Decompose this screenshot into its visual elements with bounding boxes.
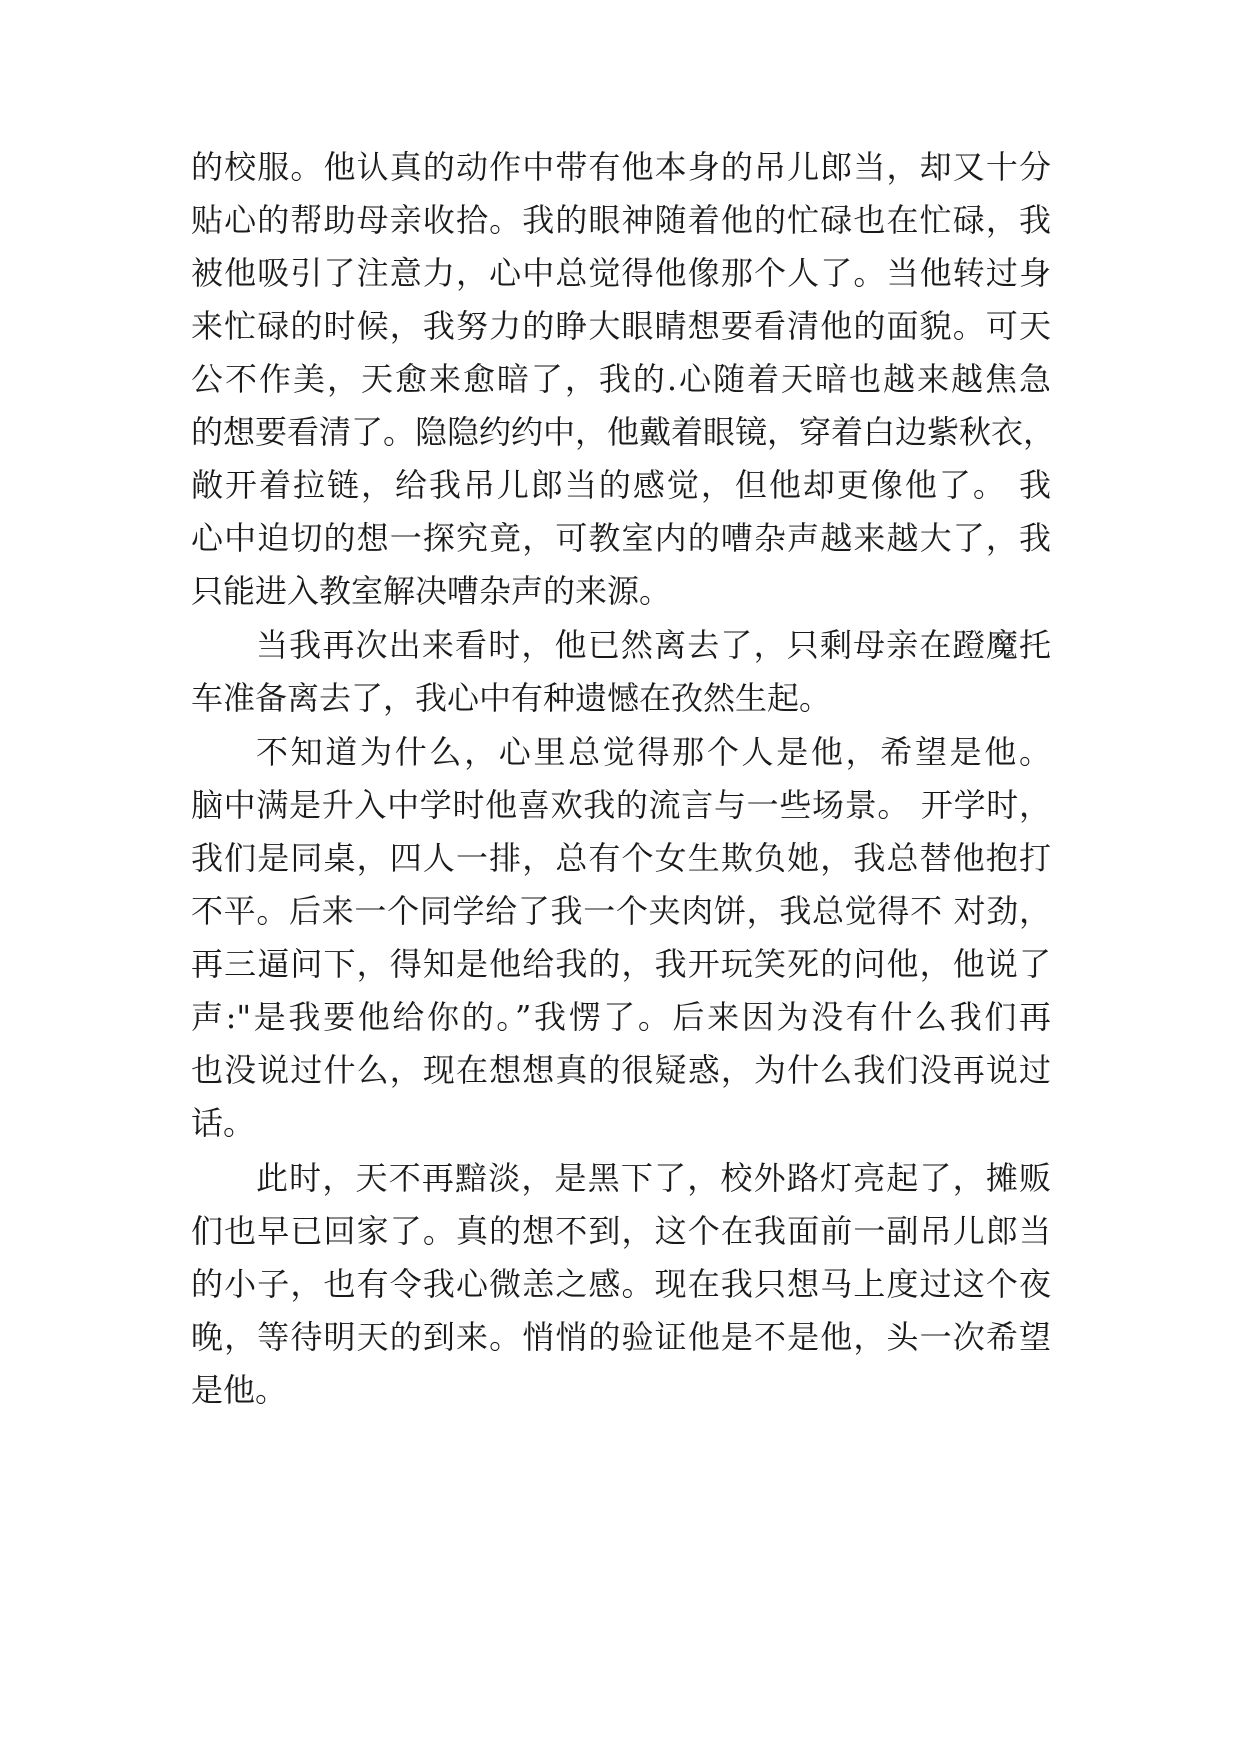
text-line: 们也早已回家了。真的想不到，这个在我面前一副吊儿郎当 [191,1212,1051,1250]
text-line: 敞开着拉链，给我吊儿郎当的感觉，但他却更像他了。 我 [191,466,1051,504]
text-line: 贴心的帮助母亲收拾。我的眼神随着他的忙碌也在忙碌，我 [191,201,1051,239]
paragraph-first-line: 不知道为什么，心里总觉得那个人是他，希望是他。 [256,733,1051,771]
text-line: 被他吸引了注意力，心中总觉得他像那个人了。当他转过身 [191,254,1051,292]
text-line: 的校服。他认真的动作中带有他本身的吊儿郎当，却又十分 [191,148,1051,186]
text-line: 的小子，也有令我心微恙之感。现在我只想马上度过这个夜 [191,1265,1051,1303]
text-line: 车准备离去了，我心中有种遗憾在孜然生起。 [191,679,832,717]
text-line: 心中迫切的想一探究竟，可教室内的嘈杂声越来越大了，我 [191,519,1051,557]
paragraph-first-line: 当我再次出来看时，他已然离去了，只剩母亲在蹬魔托 [256,626,1051,664]
text-line: 我们是同桌，四人一排，总有个女生欺负她，我总替他抱打 [191,839,1051,877]
text-line: 的想要看清了。隐隐约约中，他戴着眼镜，穿着白边紫秋衣， [191,413,1056,451]
text-line: 也没说过什么，现在想想真的很疑惑，为什么我们没再说过 [191,1051,1051,1089]
text-line: 声:"是我要他给你的。”我愣了。后来因为没有什么我们再 [191,998,1051,1036]
text-line: 再三逼问下，得知是他给我的，我开玩笑死的问他，他说了 [191,945,1051,983]
paragraph-first-line: 此时，天不再黯淡，是黑下了，校外路灯亮起了，摊贩 [256,1159,1051,1197]
text-line: 来忙碌的时候，我努力的睁大眼睛想要看清他的面貌。可天 [191,307,1051,345]
text-line: 公不作美，天愈来愈暗了，我的.心随着天暗也越来越焦急 [191,360,1051,398]
text-line: 脑中满是升入中学时他喜欢我的流言与一些场景。 开学时， [191,786,1051,824]
text-line: 晚，等待明天的到来。悄悄的验证他是不是他，头一次希望 [191,1318,1051,1356]
text-line: 只能进入教室解决嘈杂声的来源。 [191,572,672,610]
text-line: 不平。后来一个同学给了我一个夹肉饼，我总觉得不 对劲， [191,892,1051,930]
text-line: 是他。 [191,1371,288,1409]
text-line: 话。 [191,1104,256,1142]
